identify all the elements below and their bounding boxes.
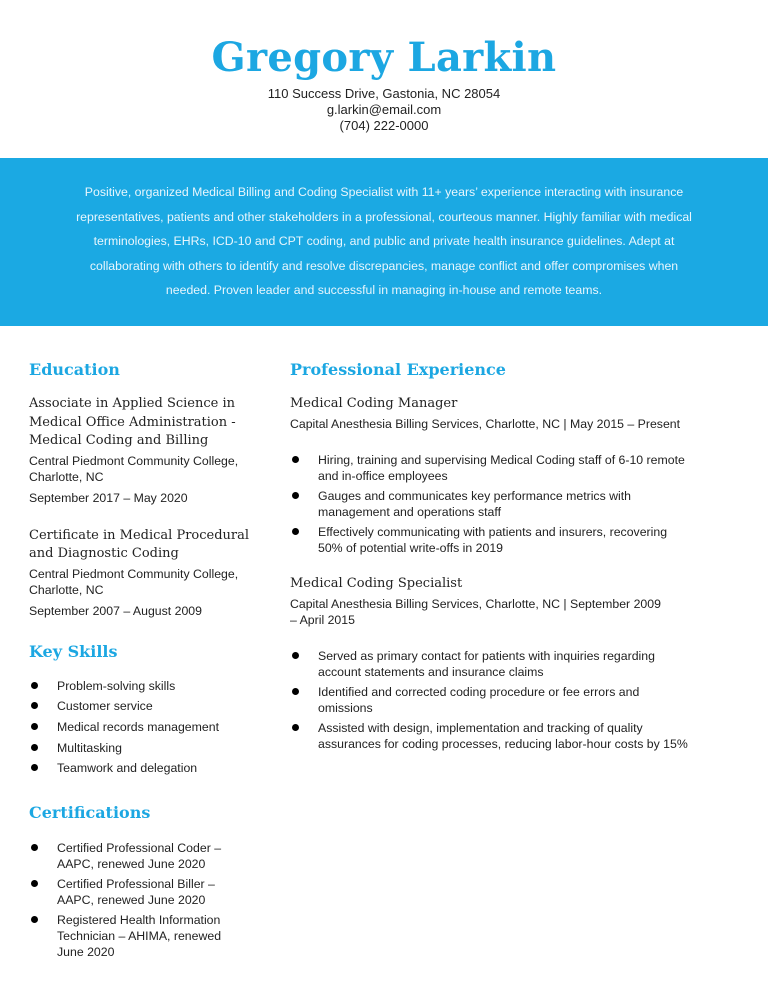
- job-bullets: [290, 648, 690, 752]
- education-item: [29, 395, 254, 506]
- bullet-icon: [31, 723, 38, 730]
- skill-item: Teamwork and delegation: [29, 760, 254, 776]
- school-name: Central Piedmont Community College, Charlotte, NC: [29, 566, 239, 597]
- education-dates: September 2007 – August 2009: [29, 603, 202, 618]
- contact-address: 110 Success Drive, Gastonia, NC 28054: [267, 86, 501, 101]
- bullet-icon: [31, 844, 38, 851]
- professional-summary: Positive, organized Medical Billing and Coding Specialist with 11+ years’ experience interacting with insurance representatives, patients and other stakeholders in a professional, courteous manner. Highly familiar with medical terminologies, EHRs, ICD-10 and CPT coding, and public and private health insurance guidelines. Adept at collaborating with others to identify and resolve discrepancies, manage conflict and offer compromises when needed. Proven leader and successful in managing in-house and remote teams.: [76, 185, 692, 298]
- resume-header: [0, 0, 768, 158]
- certifications-list: [29, 840, 229, 960]
- job-title: Medical Coding Specialist: [290, 575, 463, 591]
- bullet-icon: [292, 724, 299, 731]
- job-bullet: Identified and corrected coding procedure or fee errors and omissions: [290, 684, 690, 716]
- job-title: Medical Coding Manager: [290, 396, 458, 411]
- job-meta: Capital Anesthesia Billing Services, Charlotte, NC | September 2009 – April 2015: [290, 596, 661, 627]
- contact-phone: (704) 222-0000: [339, 118, 429, 133]
- experience-heading: Professional Experience: [290, 360, 506, 379]
- job-meta: Capital Anesthesia Billing Services, Charlotte, NC | May 2015 – Present: [290, 417, 681, 431]
- certification-item: Certified Professional Coder – AAPC, renewed June 2020: [29, 840, 229, 872]
- bullet-icon: [31, 744, 38, 751]
- bullet-icon: [31, 702, 38, 709]
- degree-title: Certificate in Medical Procedural and Diagnostic Coding: [29, 527, 250, 561]
- job-entry: [290, 574, 690, 752]
- school-name: Central Piedmont Community College, Charlotte, NC: [29, 453, 239, 484]
- key-skills-heading: Key Skills: [29, 641, 118, 661]
- candidate-name: Gregory Larkin: [211, 34, 557, 81]
- right-column: [290, 358, 690, 752]
- contact-email: g.larkin@email.com: [326, 102, 442, 117]
- job-bullet: Served as primary contact for patients with inquiries regarding account statements and insurance claims: [290, 648, 690, 680]
- bullet-icon: [31, 880, 38, 887]
- skill-item: Multitasking: [29, 740, 254, 756]
- certification-item: Registered Health Information Technician – AHIMA, renewed June 2020: [29, 912, 229, 960]
- education-heading: Education: [29, 360, 120, 379]
- skill-item: Medical records management: [29, 719, 254, 735]
- bullet-icon: [31, 682, 38, 689]
- degree-title: Associate in Applied Science in Medical Office Administration - Medical Coding and Billing: [29, 396, 236, 448]
- job-bullets: [290, 452, 690, 556]
- bullet-icon: [292, 688, 299, 695]
- left-column: [29, 358, 254, 960]
- job-bullet: Assisted with design, implementation and tracking of quality assurances for coding processes, reducing labor-hour costs by 15%: [290, 720, 690, 752]
- education-dates: September 2017 – May 2020: [29, 490, 188, 505]
- bullet-icon: [31, 764, 38, 771]
- education-item: [29, 527, 254, 619]
- skills-list: [29, 678, 254, 777]
- certifications-heading: Certifications: [29, 803, 151, 823]
- job-bullet: Hiring, training and supervising Medical Coding staff of 6-10 remote and in-office employees: [290, 452, 690, 484]
- summary-band: [0, 158, 768, 326]
- certification-item: Certified Professional Biller – AAPC, renewed June 2020: [29, 876, 229, 908]
- bullet-icon: [292, 492, 299, 499]
- skill-item: Problem-solving skills: [29, 678, 254, 694]
- bullet-icon: [292, 528, 299, 535]
- bullet-icon: [31, 916, 38, 923]
- skill-item: Customer service: [29, 698, 254, 714]
- bullet-icon: [292, 652, 299, 659]
- bullet-icon: [292, 456, 299, 463]
- job-bullet: Gauges and communicates key performance metrics with management and operations staff: [290, 488, 690, 520]
- job-entry: [290, 394, 690, 556]
- job-bullet: Effectively communicating with patients and insurers, recovering 50% of potential write-offs in 2019: [290, 524, 690, 556]
